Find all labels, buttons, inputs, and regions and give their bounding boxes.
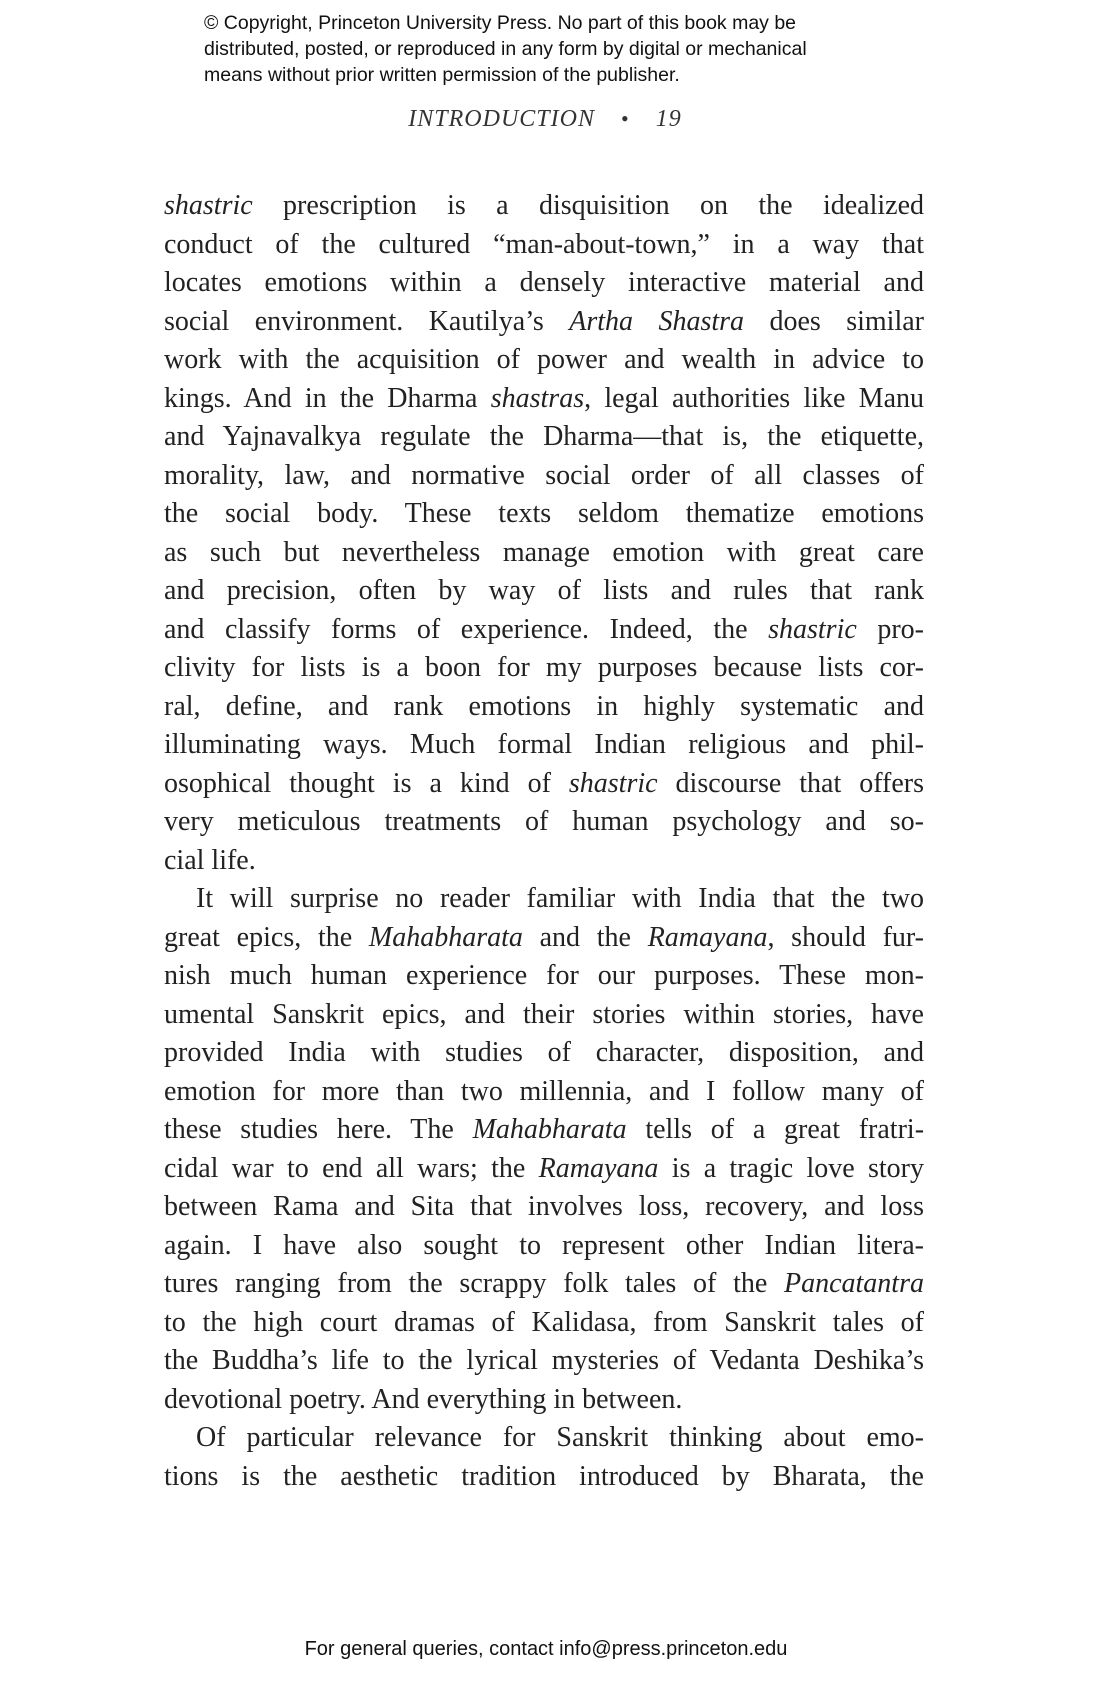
- text-run: is a tragic love story: [658, 1152, 924, 1184]
- copyright-notice: [204, 10, 807, 88]
- text-run: and Yajnavalkya regulate the Dharma—that is, the etiquette,: [164, 421, 924, 452]
- text-run: morality, law, and normative social order of all classes of: [164, 459, 924, 491]
- text-run: kings. And in the Dharma: [164, 382, 491, 414]
- text-run: illuminating ways. Much formal Indian religious and phil-: [164, 729, 924, 760]
- text-run: these studies here. The: [164, 1114, 473, 1145]
- text-line: [164, 534, 924, 573]
- italic-text: shastric: [568, 767, 658, 799]
- section-title: INTRODUCTION: [408, 106, 595, 132]
- text-run: Of particular relevance for Sanskrit thinking about emo-: [196, 1422, 924, 1453]
- text-line: [164, 1111, 924, 1150]
- text-line: [164, 341, 924, 380]
- text-run: It will surprise no reader familiar with India that the two: [196, 883, 924, 914]
- text-line: [164, 380, 924, 419]
- text-line: [164, 1265, 924, 1304]
- text-line: [164, 303, 924, 342]
- text-line: [164, 996, 924, 1035]
- text-run: great epics, the: [164, 921, 369, 953]
- text-run: , legal authorities like Manu: [584, 382, 924, 414]
- text-line: [164, 457, 924, 496]
- text-line: [164, 1150, 924, 1189]
- text-run: as such but nevertheless manage emotion with great care: [164, 536, 924, 568]
- italic-text: shastric: [164, 190, 253, 221]
- italic-text: Ramayana: [647, 921, 768, 953]
- text-run: between Rama and Sita that involves loss, recovery, and loss: [164, 1191, 924, 1222]
- copyright-line: distributed, posted, or reproduced in any form by digital or mechanical: [204, 38, 807, 60]
- italic-text: shastric: [768, 613, 857, 645]
- text-run: pro-: [856, 613, 924, 645]
- footer-contact: For general queries, contact info@press.princeton.edu: [304, 1638, 788, 1660]
- text-run: umental Sanskrit epics, and their stories within stories, have: [164, 998, 924, 1030]
- text-line: [164, 611, 924, 650]
- text-run: tells of a great fratri-: [626, 1114, 925, 1145]
- italic-text: Pancatantra: [784, 1268, 924, 1299]
- text-run: the social body. These texts seldom thematize emotions: [164, 498, 924, 529]
- text-run: nish much human experience for our purposes. These mon-: [164, 960, 924, 991]
- text-run: clivity for lists is a boon for my purposes because lists cor-: [164, 652, 924, 683]
- text-run: locates emotions within a densely interactive material and: [164, 267, 924, 298]
- italic-text: Mahabharata: [472, 1114, 627, 1145]
- running-head: [0, 106, 1090, 133]
- text-run: cidal war to end all wars; the: [164, 1152, 539, 1184]
- text-line: [164, 418, 924, 457]
- text-line: [164, 1381, 924, 1420]
- text-line: [164, 649, 924, 688]
- italic-text: Mahabharata: [368, 921, 523, 953]
- text-line: [164, 880, 924, 919]
- text-line: [164, 957, 924, 996]
- text-line: [164, 803, 924, 842]
- text-line: [164, 226, 924, 265]
- text-run: very meticulous treatments of human psychology and so-: [164, 806, 924, 837]
- separator-bullet: •: [621, 106, 630, 131]
- text-run: discourse that offers: [657, 767, 925, 799]
- text-run: , should fur-: [767, 921, 924, 953]
- text-line: [164, 842, 924, 881]
- text-line: [164, 919, 924, 958]
- text-run: prescription is a disquisition on the idealized: [252, 190, 924, 221]
- text-run: does similar: [744, 305, 924, 337]
- page-number: 19: [655, 106, 682, 132]
- text-run: devotional poetry. And everything in between.: [164, 1383, 683, 1415]
- italic-text: shastras: [490, 382, 585, 414]
- text-line: [164, 765, 924, 804]
- text-line: [164, 1419, 924, 1458]
- text-line: [164, 495, 924, 534]
- text-line: [164, 1073, 924, 1112]
- body-text: [164, 187, 924, 1496]
- text-run: and the: [522, 921, 648, 953]
- text-run: cial life.: [164, 844, 256, 876]
- text-run: to the high court dramas of Kalidasa, from Sanskrit tales of: [164, 1306, 924, 1338]
- text-run: tures ranging from the scrappy folk tales of the: [164, 1268, 784, 1299]
- text-line: [164, 187, 924, 226]
- text-run: ral, define, and rank emotions in highly systematic and: [164, 690, 924, 722]
- text-run: again. I have also sought to represent other Indian litera-: [164, 1229, 924, 1261]
- text-line: [164, 1034, 924, 1073]
- text-run: osophical thought is a kind of: [164, 767, 569, 799]
- text-run: provided India with studies of character, disposition, and: [164, 1037, 924, 1068]
- italic-text: Ramayana: [538, 1152, 659, 1184]
- text-line: [164, 726, 924, 765]
- text-line: [164, 1304, 924, 1343]
- text-run: tions is the aesthetic tradition introduced by Bharata, the: [164, 1460, 924, 1492]
- text-run: work with the acquisition of power and wealth in advice to: [164, 344, 924, 375]
- text-line: [164, 688, 924, 727]
- text-line: [164, 264, 924, 303]
- text-run: social environment. Kautilya’s: [164, 305, 570, 337]
- text-run: conduct of the cultured “man-about-town,” in a way that: [164, 228, 924, 260]
- text-line: [164, 1458, 924, 1497]
- text-line: [164, 1342, 924, 1381]
- copyright-line: means without prior written permission of the publisher.: [204, 64, 680, 86]
- text-run: emotion for more than two millennia, and I follow many of: [164, 1075, 924, 1107]
- text-line: [164, 572, 924, 611]
- text-line: [164, 1188, 924, 1227]
- italic-text: Artha Shastra: [569, 305, 745, 337]
- copyright-line: © Copyright, Princeton University Press. No part of this book may be: [204, 12, 797, 34]
- text-run: and precision, often by way of lists and rules that rank: [164, 575, 924, 606]
- text-run: and classify forms of experience. Indeed, the: [164, 613, 769, 645]
- text-line: [164, 1227, 924, 1266]
- text-run: the Buddha’s life to the lyrical mysteries of Vedanta Deshika’s: [164, 1345, 924, 1376]
